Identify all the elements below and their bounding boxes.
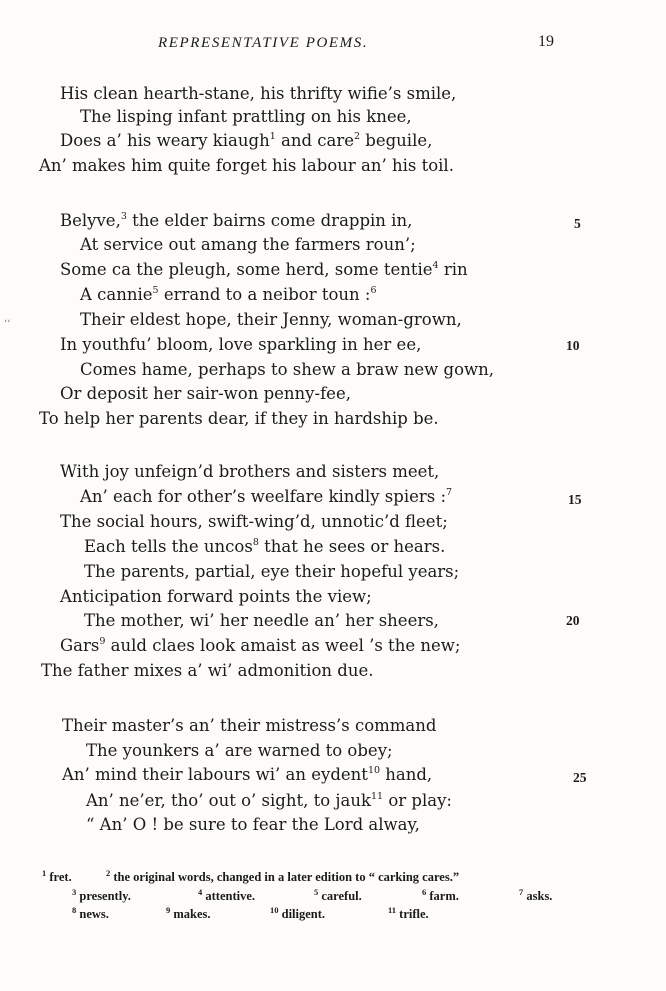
footnote: $^2$ the original words, changed in a later edition to “ carking cares.” (106, 868, 460, 884)
footnote: $^8$ news. (72, 905, 109, 921)
margin-mark: ‘‘ (4, 319, 11, 330)
footnote-ref: 6 (370, 285, 377, 296)
poem-line: The younkers a’ are warned to obey; (86, 741, 393, 760)
poem-line: Anticipation forward points the view; (60, 587, 372, 606)
footnote-ref: 2 (354, 131, 361, 142)
poem-line: Gars$^9$ auld claes look amaist as weel ’s the new; (60, 636, 461, 655)
poem-line: Their master’s an’ their mistress’s command (62, 716, 437, 735)
line-number: 10 (566, 338, 580, 353)
footnote: $^5$ careful. (314, 887, 362, 903)
poem-line: Does a’ his weary kiaugh$^1$ and care$^2$ beguile, (60, 131, 433, 150)
line-number: 15 (568, 492, 582, 507)
page-number: 19 (538, 33, 554, 50)
poem-line: The mother, wi’ her needle an’ her sheers, (84, 611, 439, 630)
footnote: $^4$ attentive. (198, 887, 256, 903)
footnote-ref: 9 (99, 636, 106, 647)
line-number: 5 (574, 216, 581, 231)
footnote-ref: 3 (120, 211, 127, 222)
footnote-ref: 8 (252, 537, 259, 548)
poem-line: An’ mind their labours wi’ an eydent$^{10}$ hand, (62, 765, 433, 784)
poem-line: Their eldest hope, their Jenny, woman-grown, (80, 310, 462, 329)
footnote: $^9$ makes. (166, 905, 211, 921)
poem-line: Comes hame, perhaps to shew a braw new gown, (80, 360, 495, 379)
poem-line: The father mixes a’ wi’ admonition due. (41, 661, 374, 680)
footnote: $^3$ presently. (72, 887, 131, 903)
footnote-ref: 10 (367, 765, 381, 776)
footnote-ref: 11 (370, 791, 384, 802)
poem-line: Or deposit her sair-won penny-fee, (60, 384, 351, 403)
line-number: 25 (573, 770, 587, 785)
footnote-ref: 4 (432, 260, 439, 271)
poem-line: “ An’ O ! be sure to fear the Lord alway, (86, 815, 420, 834)
poem-line: The social hours, swift-wing’d, unnotic’d fleet; (60, 512, 448, 531)
poem-line: At service out amang the farmers roun’; (80, 235, 416, 254)
footnote: $^6$ farm. (422, 887, 459, 903)
poem-line: His clean hearth-stane, his thrifty wifie’s smile, (60, 84, 457, 103)
footnote-ref: 5 (152, 285, 159, 296)
footnote-ref: 7 (446, 487, 453, 498)
footnote: $^7$ asks. (519, 887, 553, 903)
poem-line: An’ each for other’s weelfare kindly spiers :$^7$ (80, 487, 453, 506)
running-head: REPRESENTATIVE POEMS. (158, 35, 369, 51)
poem-line: Each tells the uncos$^8$ that he sees or hears. (84, 537, 446, 556)
footnote-ref: 1 (269, 131, 276, 142)
poem-line: An’ makes him quite forget his labour an’ his toil. (39, 156, 454, 175)
poem-line: An’ ne’er, tho’ out o’ sight, to jauk$^{11}$ or play: (86, 791, 452, 810)
poem-line: The lisping infant prattling on his knee, (80, 107, 412, 126)
poem-line: The parents, partial, eye their hopeful years; (84, 562, 460, 581)
poem-line: To help her parents dear, if they in hardship be. (39, 409, 439, 428)
poem-line: A cannie$^5$ errand to a neibor toun :$^6$ (80, 285, 377, 304)
poem-line: Some ca the pleugh, some herd, some tentie$^4$ rin (60, 260, 468, 279)
footnote: $^1$ fret. (42, 868, 72, 884)
footnote: $^{11}$ trifle. (388, 905, 429, 921)
poem-line: Belyve,$^3$ the elder bairns come drappin in, (60, 211, 413, 230)
line-number: 20 (566, 613, 580, 628)
poem-line: With joy unfeign’d brothers and sisters meet, (60, 462, 440, 481)
poem-line: In youthfu’ bloom, love sparkling in her ee, (60, 335, 422, 354)
footnote: $^{10}$ diligent. (270, 905, 326, 921)
